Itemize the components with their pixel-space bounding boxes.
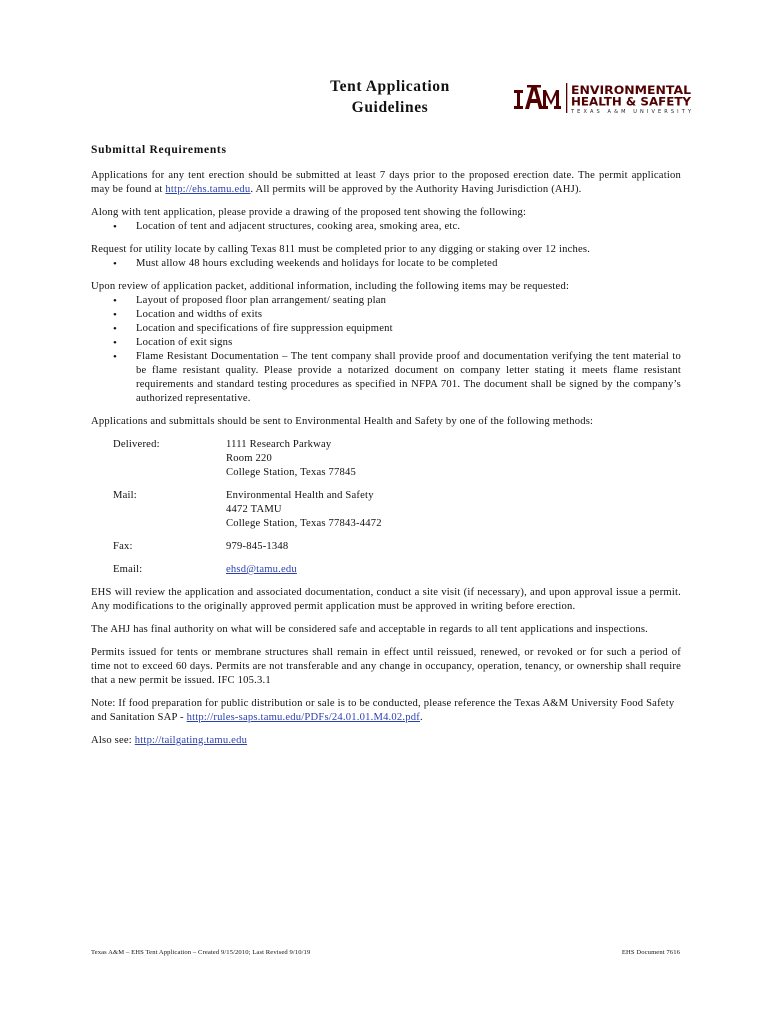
mail-address [226, 489, 681, 531]
svg-text:ENVIRONMENTAL: ENVIRONMENTAL [571, 84, 691, 97]
address-line: Environmental Health and Safety [226, 490, 374, 501]
svg-text:TEXAS A&M UNIVERSITY: TEXAS A&M UNIVERSITY [571, 109, 691, 115]
paragraph-food-note [91, 697, 681, 725]
list-item: • Must allow 48 hours excluding weekends and holidays for locate to be completed [136, 257, 681, 271]
email-label: Email: [113, 564, 143, 575]
fax-number: 979-845-1348 [226, 541, 289, 552]
document-body [91, 143, 681, 757]
delivered-row [91, 438, 681, 480]
address-line: 4472 TAMU [226, 504, 282, 515]
list-item: • Flame Resistant Documentation – The tent company shall provide proof and documentation verifying the tent material to be flame resistant quality. Please provide a notarized document on company letter stating it meets flame resistant requirements and standard testing procedures as specified in NFPA 701. The document shall be signed by the company’s authorized representative. [136, 350, 681, 406]
ehs-logo [513, 81, 693, 115]
p1-text-after: . All permits will be approved by the Authority Having Jurisdiction (AHJ). [250, 184, 582, 195]
address-line: College Station, Texas 77845 [226, 467, 357, 478]
list-item: • Layout of proposed floor plan arrangement/ seating plan [136, 294, 681, 308]
fax-row [91, 540, 681, 554]
utility-list [91, 257, 681, 271]
paragraph-utility-locate: Request for utility locate by calling Texas 811 must be completed prior to any digging or staking over 12 inches. [91, 244, 591, 255]
email-row [91, 563, 681, 577]
paragraph-drawing: Along with tent application, please provide a drawing of the proposed tent showing the following: [91, 207, 527, 218]
address-line: College Station, Texas 77843-4472 [226, 518, 382, 529]
page-title [290, 76, 490, 118]
list-item: • Location and specifications of fire suppression equipment [136, 322, 681, 336]
review-list [91, 294, 681, 406]
footer-document-number: EHS Document 7616 [621, 949, 680, 956]
p9-text-after: . [419, 712, 423, 723]
paragraph-ehs-review: EHS will review the application and associated documentation, conduct a site visit (if necessary), and upon approval issue a permit. Any modifications to the originally approved permit application must be approved in writing before erection. [91, 587, 681, 612]
address-line: Room 220 [226, 453, 273, 464]
paragraph-methods: Applications and submittals should be sent to Environmental Health and Safety by one of the following methods: [91, 416, 594, 427]
fax-label: Fax: [113, 541, 133, 552]
food-safety-sap-link[interactable]: http://rules-saps.tamu.edu/PDFs/24.01.01.M4.02.pdf [186, 712, 420, 723]
ehs-website-link[interactable]: http://ehs.tamu.edu [165, 184, 251, 195]
address-line: 1111 Research Parkway [226, 439, 332, 450]
mail-label: Mail: [113, 490, 137, 501]
drawing-list [91, 220, 681, 234]
paragraph-review: Upon review of application packet, additional information, including the following items may be requested: [91, 281, 570, 292]
delivered-address [226, 438, 681, 480]
paragraph-submission [91, 169, 681, 197]
svg-text:HEALTH & SAFETY: HEALTH & SAFETY [571, 95, 692, 109]
title-line-2: Guidelines [351, 99, 429, 116]
list-item: • Location and widths of exits [136, 308, 681, 322]
list-item: • Location of tent and adjacent structures, cooking area, smoking area, etc. [136, 220, 681, 234]
paragraph-also-see [91, 734, 681, 748]
footer-revision-info: Texas A&M – EHS Tent Application – Created 9/15/2010; Last Revised 9/10/19 [91, 949, 311, 956]
paragraph-permit-duration: Permits issued for tents or membrane structures shall remain in effect until reissued, renewed, or revoked or for such a period of time not to exceed 60 days. Permits are not transferable and any change in occupancy, operation, tenancy, or ownership shall require that a new permit be issued. IFC 105.3.1 [91, 647, 681, 686]
delivered-label: Delivered: [113, 439, 160, 450]
list-item: • Location of exit signs [136, 336, 681, 350]
section-heading: Submittal Requirements [91, 144, 227, 156]
paragraph-ahj-authority: The AHJ has final authority on what will be considered safe and acceptable in regards to all tent applications and inspections. [91, 624, 648, 635]
email-link[interactable]: ehsd@tamu.edu [226, 564, 297, 575]
mail-row [91, 489, 681, 531]
tailgating-link[interactable]: http://tailgating.tamu.edu [134, 735, 248, 746]
title-line-1: Tent Application [330, 78, 450, 95]
also-see-label: Also see: [91, 735, 135, 746]
p9-text-before: Note: If food preparation for public distribution or sale is to be conducted, please reference the Texas A&M University Food Safety and Sanitation SAP - [91, 698, 675, 723]
p1-text-before: Applications for any tent erection should be submitted at least 7 days prior to the proposed erection date. The permit application may be found at [91, 170, 681, 195]
